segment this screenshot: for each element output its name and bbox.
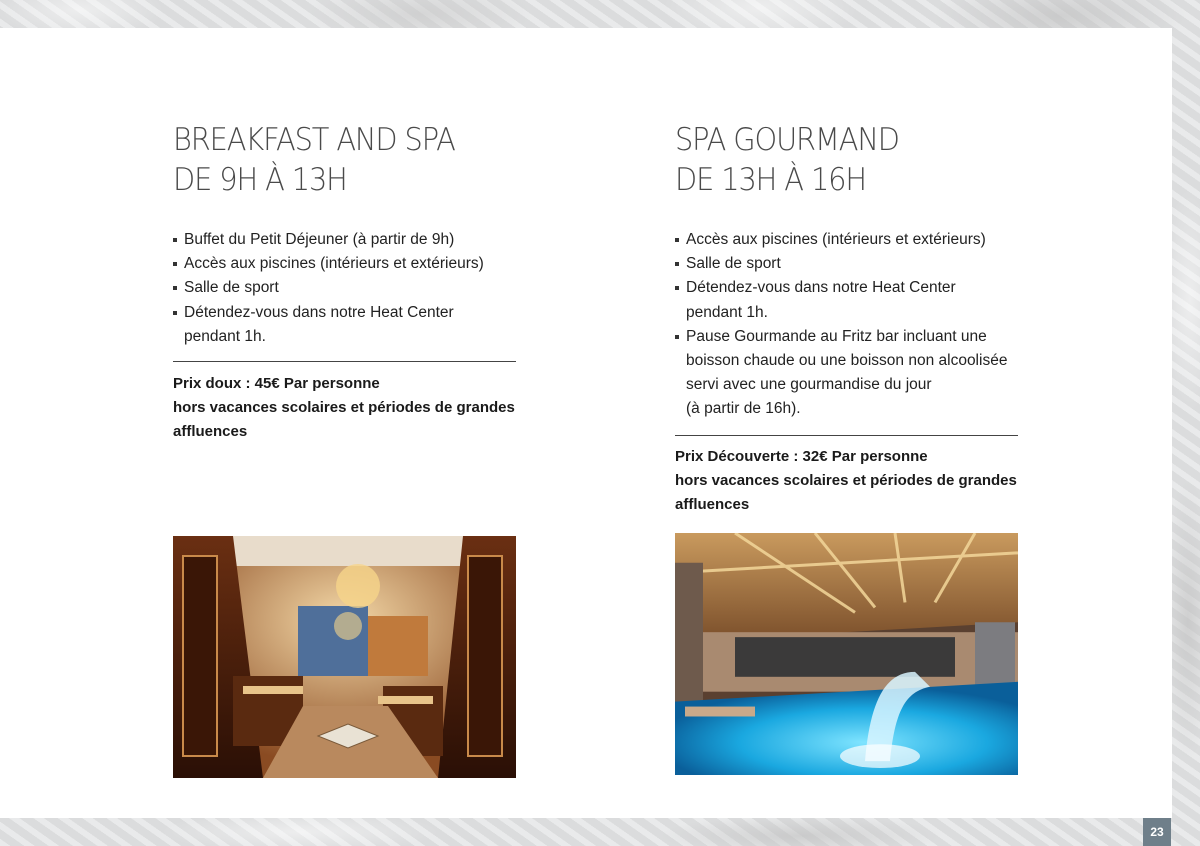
feature-item: Salle de sport: [173, 276, 484, 300]
price-divider: [173, 361, 516, 362]
price-conditions: affluences: [675, 496, 750, 514]
spa-gourmand-title: [675, 120, 899, 200]
price-line: Prix doux : 45€ Par personne: [173, 375, 380, 392]
feature-item: Salle de sport: [675, 252, 1007, 276]
breakfast-buffet-photo: [173, 536, 516, 778]
price-conditions: affluences: [173, 423, 248, 441]
price-conditions: hors vacances scolaires et périodes de grandes: [675, 472, 1017, 490]
spa-gourmand-price: [675, 445, 1017, 518]
feature-item: Détendez-vous dans notre Heat Center: [173, 301, 484, 325]
indoor-pool-photo: [675, 533, 1018, 775]
brochure-page: [0, 28, 1172, 818]
feature-item-continuation: servi avec une gourmandise du jour: [686, 376, 932, 394]
feature-item-continuation: pendant 1h.: [686, 303, 768, 321]
title-line-1: BREAKFAST AND SPA: [173, 122, 455, 158]
breakfast-spa-title: [173, 120, 455, 200]
price-divider: [675, 435, 1018, 436]
feature-item-continuation: (à partir de 16h).: [686, 400, 801, 418]
title-line-2: DE 13H À 16H: [675, 162, 866, 198]
feature-item: Buffet du Petit Déjeuner (à partir de 9h): [173, 228, 484, 252]
feature-item: Accès aux piscines (intérieurs et extérieurs): [173, 252, 484, 276]
title-line-1: SPA GOURMAND: [675, 122, 899, 158]
feature-item: Accès aux piscines (intérieurs et extérieurs): [675, 228, 1007, 252]
spa-gourmand-features: [675, 228, 1007, 422]
breakfast-spa-price: [173, 372, 515, 445]
breakfast-spa-features: [173, 228, 484, 349]
price-line: Prix Découverte : 32€ Par personne: [675, 448, 928, 465]
feature-item: Pause Gourmande au Fritz bar incluant une: [675, 325, 1007, 349]
feature-item-continuation: boisson chaude ou une boisson non alcoolisée: [686, 352, 1008, 370]
feature-item: Détendez-vous dans notre Heat Center: [675, 276, 1007, 300]
feature-item-continuation: pendant 1h.: [184, 327, 266, 345]
price-conditions: hors vacances scolaires et périodes de grandes: [173, 399, 515, 417]
page-number-badge: 23: [1143, 818, 1171, 846]
title-line-2: DE 9H À 13H: [173, 162, 347, 198]
